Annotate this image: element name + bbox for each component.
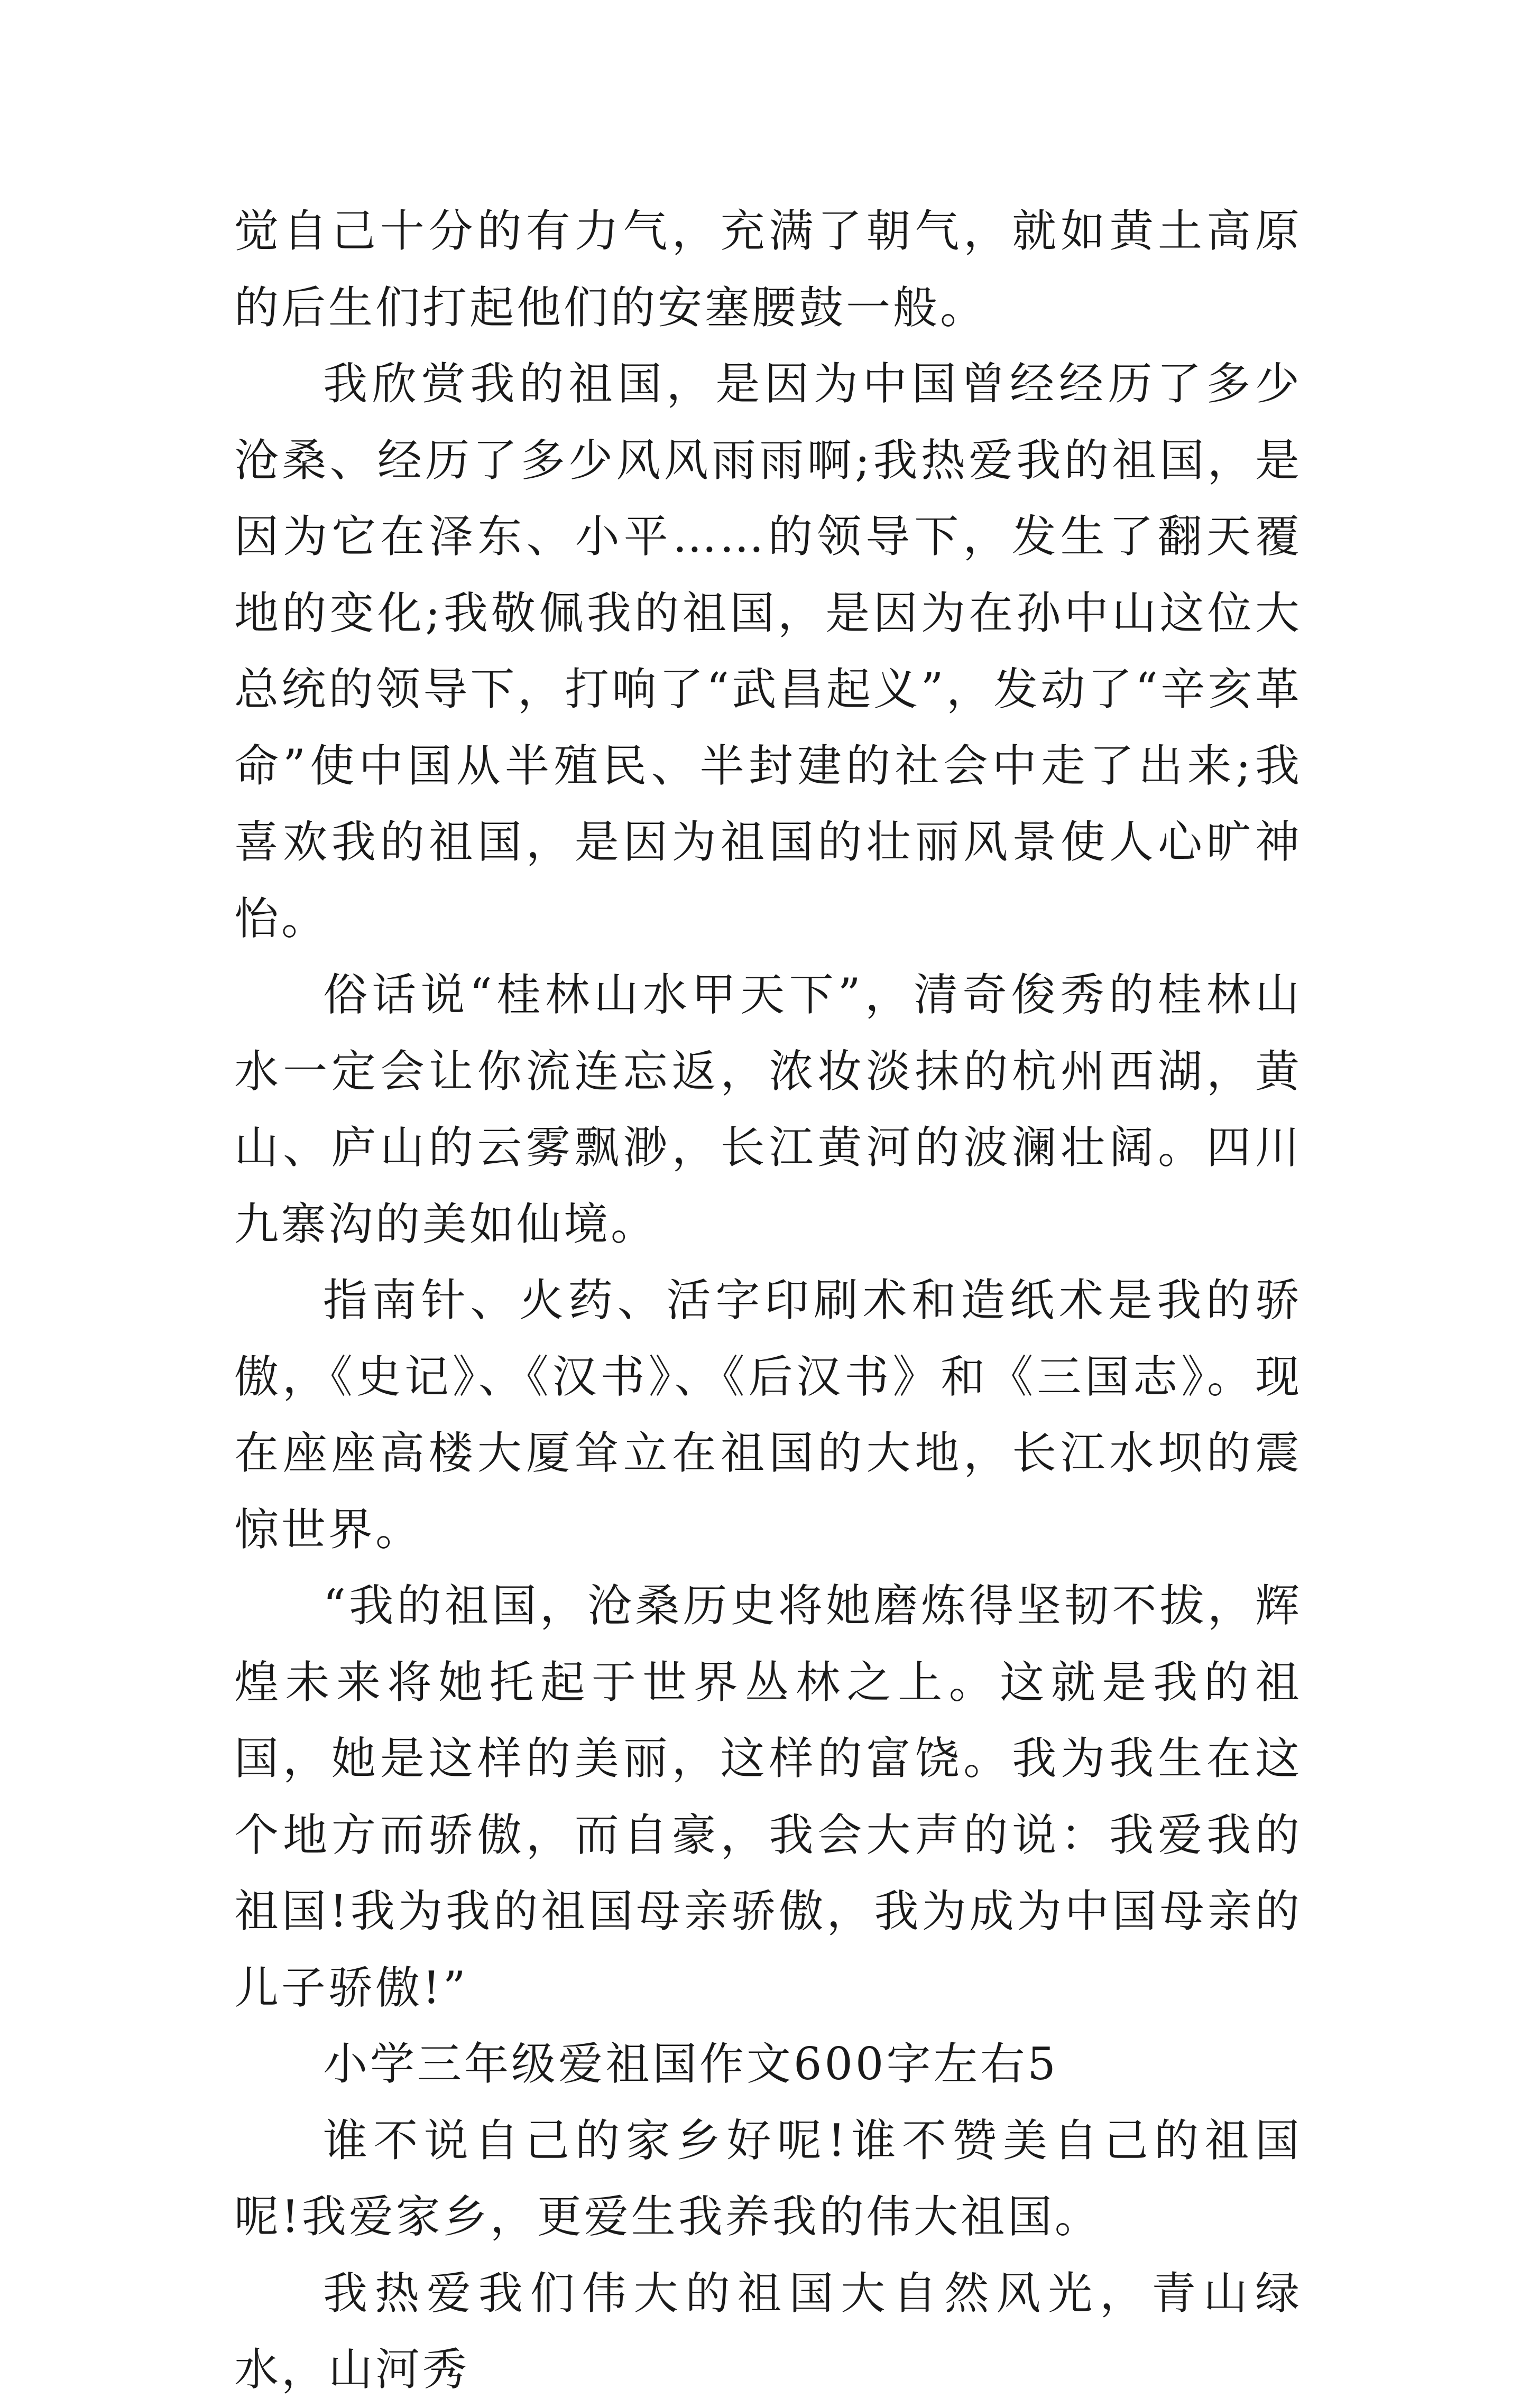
paragraph-quote: “我的祖国，沧桑历史将她磨炼得坚韧不拔，辉煌未来将她托起于世界丛林之上。这就是我的祖国，她是这样的美丽，这样的富饶。我为我生在这个地方而骄傲，而自豪，我会大声的说：我爱我的祖国!我为我的祖国母亲骄傲，我为成为中国母亲的儿子骄傲!” xyxy=(234,1580,1302,2014)
essay-title: 小学三年级爱祖国作文600字左右5 xyxy=(323,2038,1058,2090)
document-body xyxy=(234,193,1302,2408)
paragraph-nature: 我热爱我们伟大的祖国大自然风光，青山绿水，山河秀 xyxy=(234,2267,1302,2395)
paragraph-hometown: 谁不说自己的家乡好呢!谁不赞美自己的祖国呢!我爱家乡，更爱生我养我的伟大祖国。 xyxy=(234,2114,1302,2243)
paragraph-scenery: 俗话说“桂林山水甲天下”，清奇俊秀的桂林山水一定会让你流连忘返，浓妆淡抹的杭州西湖，黄山、庐山的云雾飘渺，长江黄河的波澜壮阔。四川九寨沟的美如仙境。 xyxy=(234,969,1302,1250)
paragraph-continuation: 觉自己十分的有力气，充满了朝气，就如黄土高原的后生们打起他们的安塞腰鼓一般。 xyxy=(234,205,1302,334)
paragraph-motherland-reasons: 我欣赏我的祖国，是因为中国曾经经历了多少沧桑、经历了多少风风雨雨啊;我热爱我的祖国，是因为它在泽东、小平……的领导下，发生了翻天覆地的变化;我敬佩我的祖国，是因为在孙中山这位大总统的领导下，打响了“武昌起义”，发动了“辛亥革命”使中国从半殖民、半封建的社会中走了出来;我喜欢我的祖国，是因为祖国的壮丽风景使人心旷神怡。 xyxy=(234,358,1302,944)
paragraph-inventions: 指南针、火药、活字印刷术和造纸术是我的骄傲，《史记》、《汉书》、《后汉书》和《三国志》。现在座座高楼大厦耸立在祖国的大地，长江水坝的震惊世界。 xyxy=(234,1274,1302,1555)
